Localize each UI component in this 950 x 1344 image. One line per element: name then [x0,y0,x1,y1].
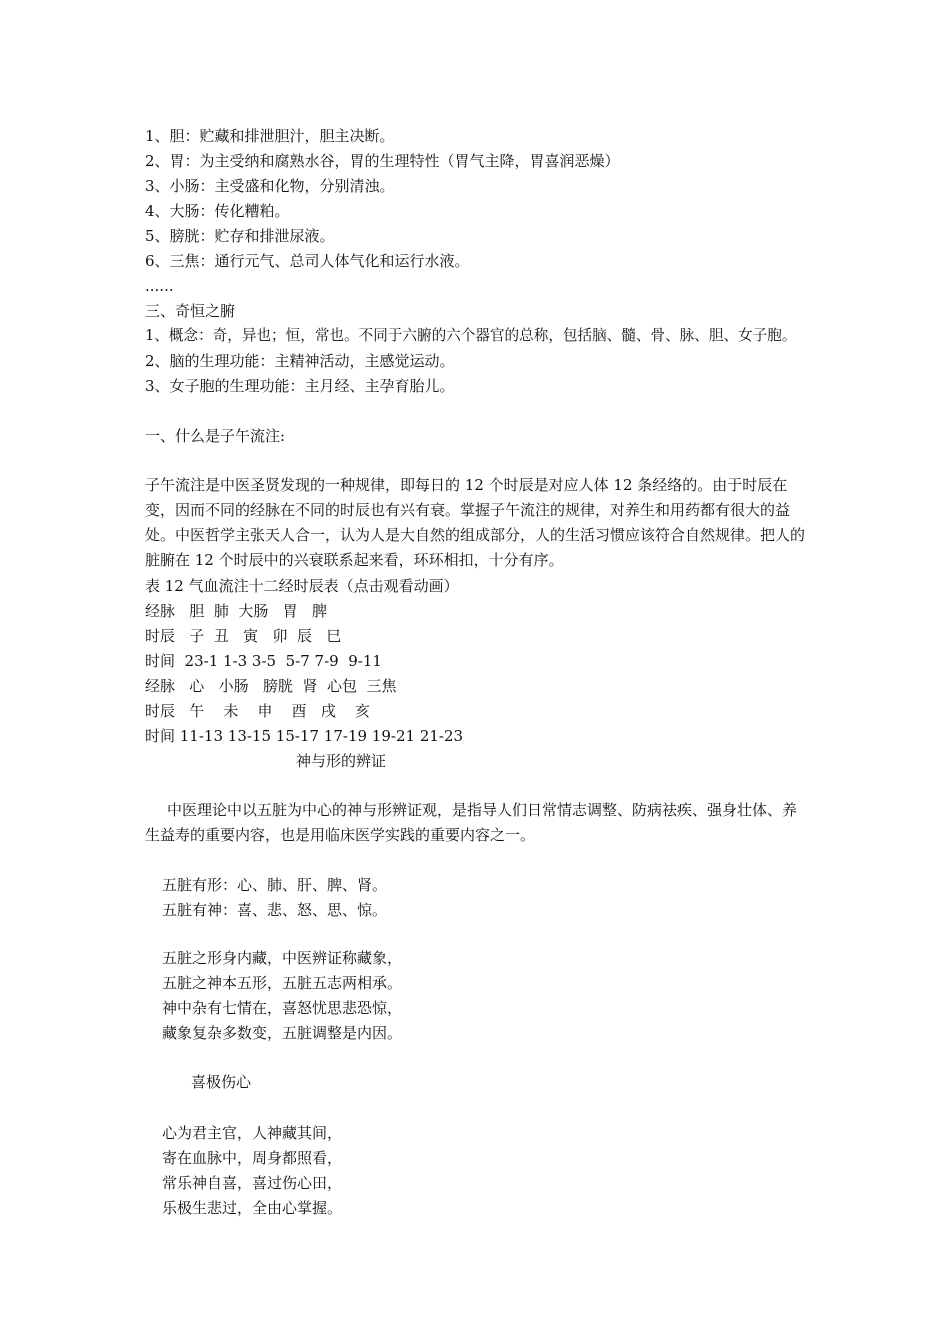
subtitle-xiji-shangxin: 喜极伤心 [191,1073,252,1091]
shenxing-paragraph: 中医理论中以五脏为中心的神与形辨证观，是指导人们日常情志调整、防病祛疾、强身壮体、养生益寿的重要内容，也是用临床医学实践的重要内容之一。 [145,801,798,844]
section-heading-qiheng: 三、奇恒之腑 [145,302,236,320]
xin-poem-line: 乐极生悲过，全由心掌握。 [162,1199,343,1217]
xin-poem-line: 常乐神自喜，喜过伤心田， [162,1174,343,1192]
qiheng-item-brain: 2、脑的生理功能：主精神活动，主感觉运动。 [145,352,455,370]
poem-line: 五脏之神本五形，五脏五志两相承。 [162,974,403,992]
table-row-meridian-2: 经脉 心 小肠 膀胱 肾 心包 三焦 [145,677,397,695]
section-title-shenxing: 神与形的辨证 [296,752,387,770]
fu-item-large-intestine: 4、大肠：传化糟粕。 [145,202,290,220]
fu-item-stomach: 2、胃：为主受纳和腐熟水谷，胃的生理特性（胃气主降，胃喜润恶燥） [145,152,620,170]
fu-item-small-intestine: 3、小肠：主受盛和化物，分别清浊。 [145,177,395,195]
table-caption[interactable]: 表 12 气血流注十二经时辰表（点击观看动画） [145,577,459,595]
wuzang-form-line: 五脏有形：心、肺、肝、脾、肾。 [162,876,388,894]
section-heading-ziwu: 一、什么是子午流注: [145,427,286,445]
table-row-shichen-1: 时辰 子 丑 寅 卯 辰 巳 [145,627,342,645]
ellipsis: ...... [145,277,174,295]
table-row-shichen-2: 时辰 午 未 申 酉 戌 亥 [145,702,370,720]
qiheng-item-uterus: 3、女子胞的生理功能：主月经、主孕育胎儿。 [145,377,455,395]
qiheng-item-concept: 1、概念：奇，异也；恒，常也。不同于六腑的六个器官的总称，包括脑、髓、骨、脉、胆、女子胞。 [145,327,797,344]
wuzang-spirit-line: 五脏有神：喜、悲、怒、思、惊。 [162,901,388,919]
fu-item-bladder: 5、膀胱：贮存和排泄尿液。 [145,227,335,245]
table-row-time-2: 时间 11-13 13-15 15-17 17-19 19-21 21-23 [145,727,464,745]
poem-line: 神中杂有七情在，喜怒忧思悲恐惊， [162,999,403,1017]
table-row-meridian-1: 经脉 胆 肺 大肠 胃 脾 [145,602,327,620]
poem-line: 藏象复杂多数变，五脏调整是内因。 [162,1024,403,1042]
xin-poem-line: 心为君主官，人神藏其间， [162,1124,343,1142]
table-row-time-1: 时间 23-1 1-3 3-5 5-7 7-9 9-11 [145,652,382,670]
xin-poem-line: 寄在血脉中，周身都照看， [162,1149,343,1167]
ziwu-paragraph: 子午流注是中医圣贤发现的一种规律，即每日的 12 个时辰是对应人体 12 条经络的。由于时辰在变，因而不同的经脉在不同的时辰也有兴有衰。掌握子午流注的规律，对养生和用药都有很大的益处。中医哲学主张天人合一，认为人是大自然的组成部分，人的生活习惯应该符合自然规律。把人的脏腑在 12 个时辰中的兴衰联系起来看，环环相扣，十分有序。 [145,476,806,569]
fu-item-sanjiao: 6、三焦：通行元气、总司人体气化和运行水液。 [145,252,470,270]
poem-line: 五脏之形身内藏，中医辨证称藏象， [162,949,403,967]
fu-item-gallbladder: 1、胆：贮藏和排泄胆汁，胆主决断。 [145,127,395,145]
